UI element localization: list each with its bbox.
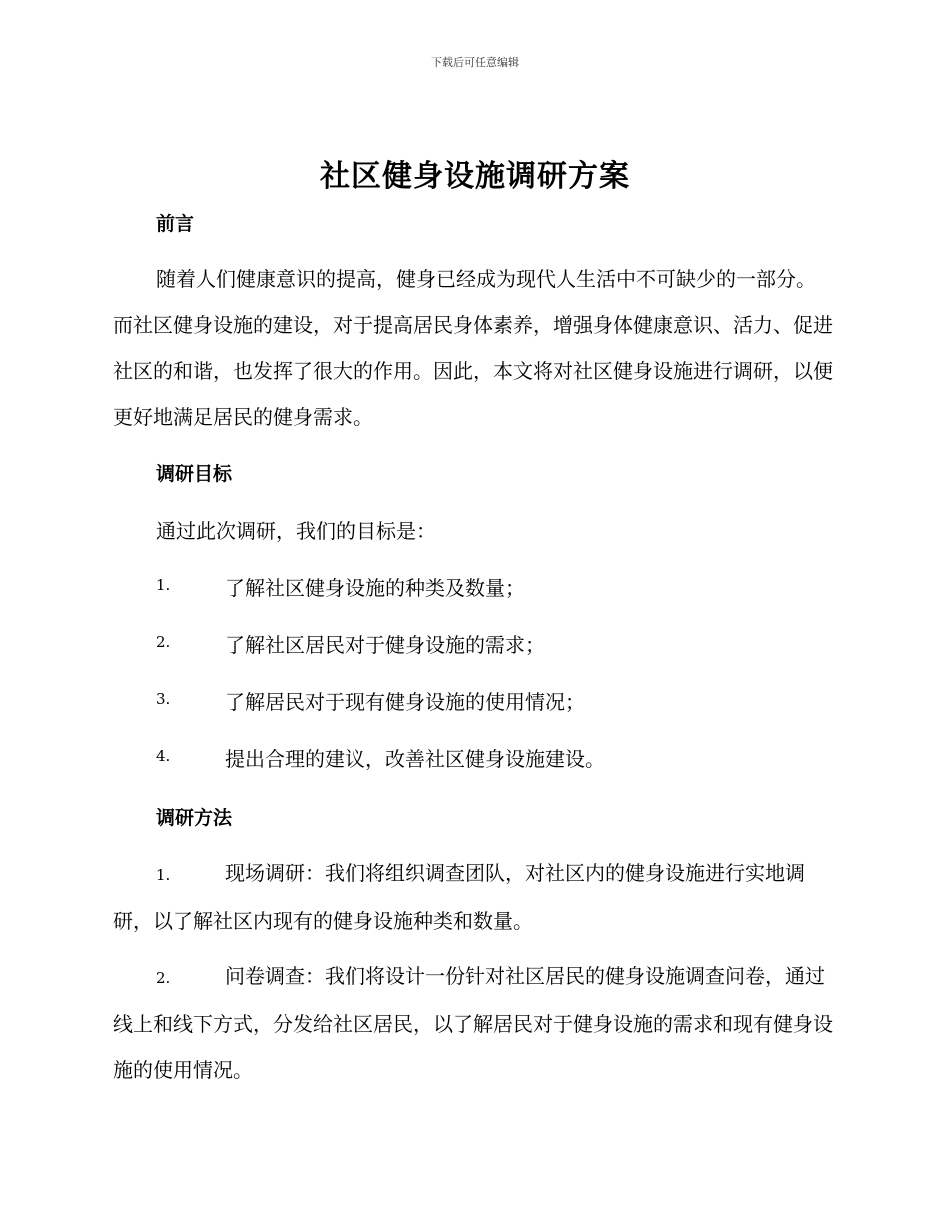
document-title: 社区健身设施调研方案 [320, 159, 630, 194]
method-item [113, 953, 833, 1093]
goals-intro: 通过此次调研，我们的目标是： [156, 519, 436, 543]
method-item-text: 问卷调查：我们将设计一份针对社区居民的健身设施调查问卷，通过线上和线下方式，分发给社区居民，以了解居民对于健身设施的需求和现有健身设施的使用情况。 [113, 964, 833, 1082]
method-item-number: 1. [156, 866, 171, 884]
method-item-text: 现场调研：我们将组织调查团队，对社区内的健身设施进行实地调研，以了解社区内现有的健身设施种类和数量。 [113, 861, 805, 933]
goal-item-number: 3. [156, 690, 171, 708]
goal-item-number: 1. [156, 576, 171, 594]
preface-paragraph: 随着人们健康意识的提高，健身已经成为现代人生活中不可缺少的一部分。而社区健身设施的建设，对于提高居民身体素养，增强身体健康意识、活力、促进社区的和谐，也发挥了很大的作用。因此，本文将对社区健身设施进行调研，以便更好地满足居民的健身需求。 [113, 267, 833, 429]
method-item [113, 850, 833, 944]
goal-item-text: 了解社区居民对于健身设施的需求； [225, 633, 545, 657]
goal-item-text: 了解社区健身设施的种类及数量； [225, 576, 525, 600]
goal-item-text: 提出合理的建议，改善社区健身设施建设。 [225, 747, 605, 771]
goal-item-number: 4. [156, 747, 171, 765]
header-note: 下载后可任意编辑 [431, 56, 519, 69]
heading-preface: 前言 [156, 213, 195, 235]
heading-methods: 调研方法 [156, 807, 233, 829]
goal-item-number: 2. [156, 633, 171, 651]
method-item-number: 2. [156, 969, 171, 987]
heading-goals: 调研目标 [156, 463, 233, 485]
goal-item-text: 了解居民对于现有健身设施的使用情况； [225, 690, 585, 714]
